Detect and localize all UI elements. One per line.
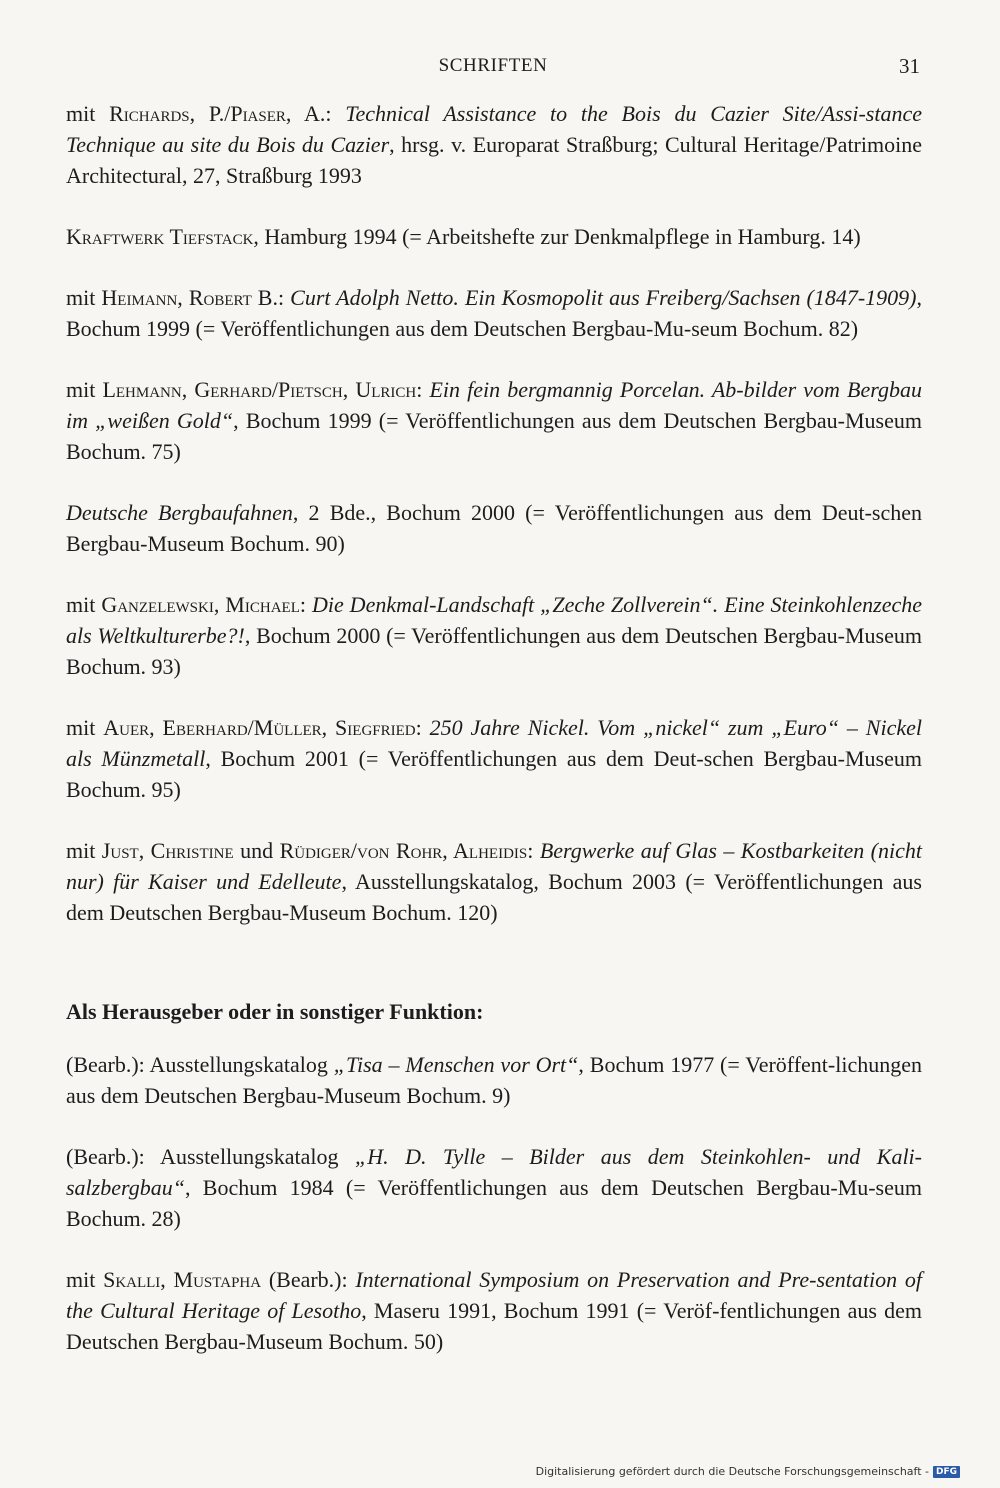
section-heading: Als Herausgeber oder in sonstiger Funktion:: [66, 999, 484, 1024]
bibliography-entry: [66, 221, 922, 252]
entry-text: , Bochum 1984 (= Veröffentlichungen aus dem Deutschen Bergbau-Mu-seum Bochum. 28): [66, 1175, 922, 1231]
bibliography-entry: [66, 712, 922, 805]
author-name: Heimann, Robert B.: [101, 285, 278, 310]
work-title: 250 Jahre Nickel. Vom „nickel“ zum „Euro“ – Nickel als Münzmetall: [66, 715, 922, 771]
entry-text: und: [233, 838, 280, 863]
bibliography-entry: [66, 374, 922, 467]
entry-text: , hrsg. v. Europarat Straßburg; Cultural Heritage/Patrimoine Architectural, 27, Straßburg 1993: [66, 132, 922, 188]
page-number: 31: [899, 54, 920, 78]
work-title: Technical Assistance to the Bois du Cazier Site/Assi-stance Technique au site du Bois du Cazier: [66, 101, 922, 157]
bibliography-entry: [66, 1264, 922, 1357]
entry-text: , Bochum 2000 (= Veröffentlichungen aus dem Deutschen Bergbau-Museum Bochum. 93): [66, 623, 922, 679]
entry-text: (Bearb.): Ausstellungskatalog: [66, 1052, 334, 1077]
entry-text: :: [325, 101, 346, 126]
entry-text: mit: [66, 377, 103, 402]
entry-text: , Maseru 1991, Bochum 1991 (= Veröf-fentlichungen aus dem Deutschen Bergbau-Museum Bochum. 50): [66, 1298, 922, 1354]
author-name: Kraftwerk Tiefstack: [66, 224, 254, 249]
dfg-logo: DFG: [933, 1466, 960, 1478]
entry-text: , Bochum 1999 (= Veröffentlichungen aus dem Deutschen Bergbau-Mu-seum Bochum. 82): [66, 285, 922, 341]
entry-text: , Hamburg 1994 (= Arbeitshefte zur Denkmalpflege in Hamburg. 14): [253, 224, 861, 249]
entry-text: mit: [66, 838, 102, 863]
entry-text: (Bearb.):: [261, 1267, 356, 1292]
entry-text: :: [415, 715, 430, 740]
work-title: Ein fein bergmannig Porcelan. Ab-bilder vom Bergbau im „weißen Gold“: [66, 377, 922, 433]
bibliography-text: [66, 98, 922, 1387]
entry-text: mit: [66, 1267, 104, 1292]
author-name: Skalli, Mustapha: [103, 1267, 262, 1292]
bibliography-entry: [66, 98, 922, 191]
digitization-footer: [536, 1465, 960, 1478]
entry-text: :: [277, 285, 291, 310]
author-name: Ganzelewski, Michael: [101, 592, 300, 617]
entry-text: , Bochum 2001 (= Veröffentlichungen aus dem Deut-schen Bergbau-Museum Bochum. 95): [66, 746, 922, 802]
work-title: Die Denkmal-Landschaft „Zeche Zollverein“. Eine Steinkohlenzeche als Weltkulturerbe?!: [66, 592, 922, 648]
work-title: International Symposium on Preservation and Pre-sentation of the Cultural Heritage of Lesotho: [66, 1267, 922, 1323]
footer-text: Digitalisierung gefördert durch die Deutsche Forschungsgemeinschaft -: [535, 1465, 929, 1478]
bibliography-entry: [66, 282, 922, 344]
entry-text: :: [299, 592, 312, 617]
bibliography-entry: [66, 589, 922, 682]
work-title: Bergwerke auf Glas – Kostbarkeiten (nicht nur) für Kaiser und Edelleute: [66, 838, 922, 894]
author-name: Auer, Eberhard/Müller, Siegfried: [103, 715, 416, 740]
author-name: Rüdiger/von Rohr, Alheidis: [279, 838, 528, 863]
author-name: Lehmann, Gerhard/Pietsch, Ulrich: [102, 377, 417, 402]
author-name: Richards, P./Piaser, A.: [109, 101, 326, 126]
bibliography-entry: [66, 1141, 922, 1234]
entry-text: mit: [66, 101, 110, 126]
entry-text: :: [527, 838, 540, 863]
entry-text: mit: [66, 592, 102, 617]
running-header: [66, 50, 920, 82]
work-title: „Tisa – Menschen vor Ort“: [333, 1052, 579, 1077]
entry-text: mit: [66, 285, 102, 310]
work-title: Curt Adolph Netto. Ein Kosmopolit aus Freiberg/Sachsen (1847-1909): [290, 285, 917, 310]
entry-text: , Bochum 1999 (= Veröffentlichungen aus dem Deutschen Bergbau-Museum Bochum. 75): [66, 408, 922, 464]
entry-text: :: [416, 377, 430, 402]
entry-text: , Ausstellungskatalog, Bochum 2003 (= Veröffentlichungen aus dem Deutschen Bergbau-Museum Bochum. 120): [66, 869, 922, 925]
running-title: SCHRIFTEN: [438, 55, 548, 76]
bibliography-list-part1: [66, 98, 922, 928]
bibliography-list-part2: [66, 1049, 922, 1357]
bibliography-entry: [66, 1049, 922, 1111]
entry-text: mit: [66, 715, 104, 740]
work-title: „H. D. Tylle – Bilder aus dem Steinkohlen- und Kali-salzbergbau“: [66, 1144, 922, 1200]
entry-text: (Bearb.): Ausstellungskatalog: [66, 1144, 355, 1169]
bibliography-entry: [66, 835, 922, 928]
entry-text: , Bochum 1977 (= Veröffent-lichungen aus dem Deutschen Bergbau-Museum Bochum. 9): [66, 1052, 922, 1108]
entry-text: , 2 Bde., Bochum 2000 (= Veröffentlichungen aus dem Deut-schen Bergbau-Museum Bochum. 90): [66, 500, 922, 556]
work-title: Deutsche Bergbaufahnen: [66, 500, 293, 525]
bibliography-entry: [66, 497, 922, 559]
author-name: Just, Christine: [101, 838, 234, 863]
